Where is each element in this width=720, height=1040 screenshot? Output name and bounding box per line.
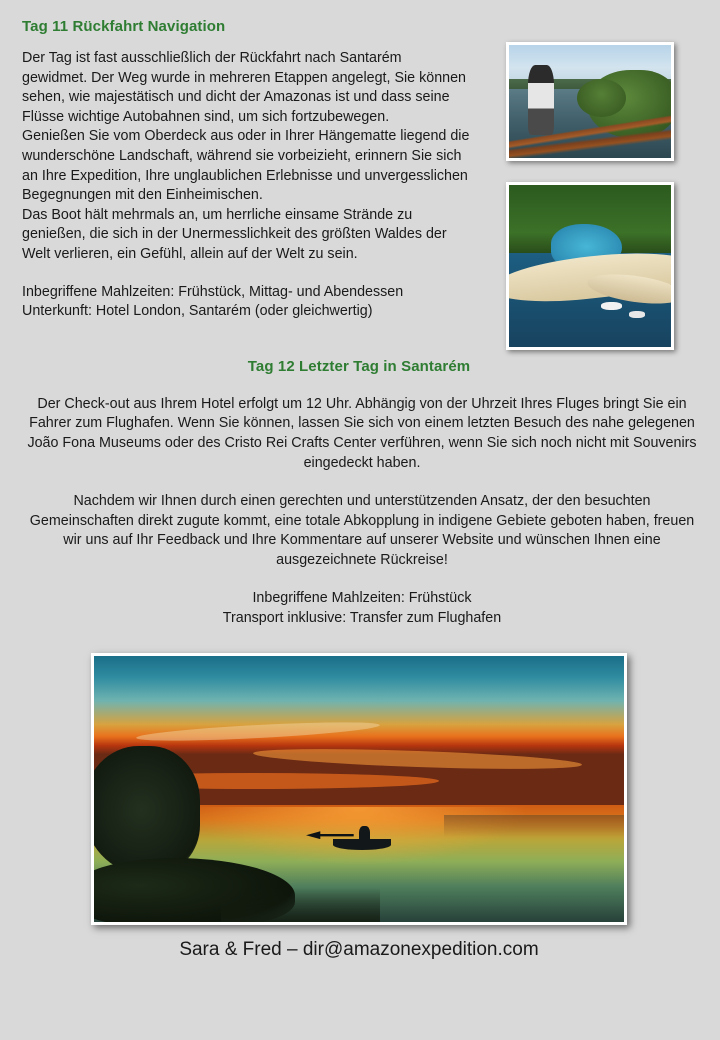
photo2-boat-small — [629, 311, 645, 317]
day-12-section — [22, 358, 696, 629]
day-11-paragraph-3: Das Boot hält mehrmals an, um herrliche einsame Strände zu genießen, die sich in der Unermesslichkeit des größten Waldes der Welt verlieren, ein Gefühl, allein auf der Welt zu sein. — [22, 206, 447, 262]
day-12-paragraph-1: Der Check-out aus Ihrem Hotel erfolgt um 12 Uhr. Abhängig von der Uhrzeit Ihres Fluges bringt Sie ein Fahrer zum Flughafen. Wenn Sie können, lassen Sie sich von einem letzten Besuch des nahe gelegenen João Fona Museums oder des Cristo Rei Crafts Center verführen, wenn Sie sich noch nicht mit Souvenirs eingedeckt haben. — [27, 395, 697, 471]
sunset-tree-silhouette — [91, 746, 200, 874]
sunset-far-shore — [444, 815, 624, 836]
day-12-body — [22, 395, 702, 629]
photo-amazon-sunset-canoe — [91, 653, 627, 925]
day-11-heading: Tag 11 Rückfahrt Navigation — [22, 18, 226, 35]
photo2-boat-large — [601, 302, 622, 310]
day-11-body — [22, 49, 470, 322]
day-11-paragraph-1: Der Tag ist fast ausschließlich der Rückfahrt nach Santarém gewidmet. Der Weg wurde in mehreren Etappen angelegt, Sie können sehen, wie majestätisch und dicht der Amazonas ist und dass seine Flüsse wichtige Autobahnen sind, um sich fortzubewegen. — [22, 50, 466, 125]
footer-signature: Sara & Fred – dir@amazonexpedition.com — [179, 938, 539, 960]
day-12-paragraph-2: Nachdem wir Ihnen durch einen gerechten und unterstützenden Ansatz, der den besuchten Gemeinschaften direkt zugute kommt, eine totale Abkopplung in indigene Gebiete geboten haben, freuen wir uns auf Ihr Feedback und Ihre Kommentare auf unserer Website und wünschen Ihnen eine ausgezeichnete Rückreise! — [29, 493, 695, 568]
day-11-paragraph-2: Genießen Sie vom Oberdeck aus oder in Ihrer Hängematte liegend die wunderschöne Landschaft, während sie vorbeizieht, erinnern Sie sich an Ihre Expedition, Ihre unglaublichen Erlebnisse und unvergesslichen Begegnungen mit den Einheimischen. — [22, 128, 470, 204]
sunset-reeds — [221, 879, 380, 922]
sunset-canoe-paddler — [359, 826, 370, 842]
day-12-meals: Inbegriffene Mahlzeiten: Frühstück — [252, 590, 472, 607]
day-12-transport: Transport inklusive: Transfer zum Flughafen — [222, 610, 502, 627]
day-11-accommodation: Unterkunft: Hotel London, Santarém (oder gleichwertig) — [22, 303, 373, 320]
day-11-meals: Inbegriffene Mahlzeiten: Frühstück, Mittag- und Abendessen — [22, 283, 404, 300]
day-11-photo-column — [506, 42, 674, 350]
photo-river-viewpoint — [506, 42, 674, 161]
day-11-section — [22, 18, 696, 322]
photo1-person — [528, 65, 554, 135]
photo-aerial-lagoon-sandbar — [506, 182, 674, 350]
day-12-heading: Tag 12 Letzter Tag in Santarém — [247, 357, 471, 375]
